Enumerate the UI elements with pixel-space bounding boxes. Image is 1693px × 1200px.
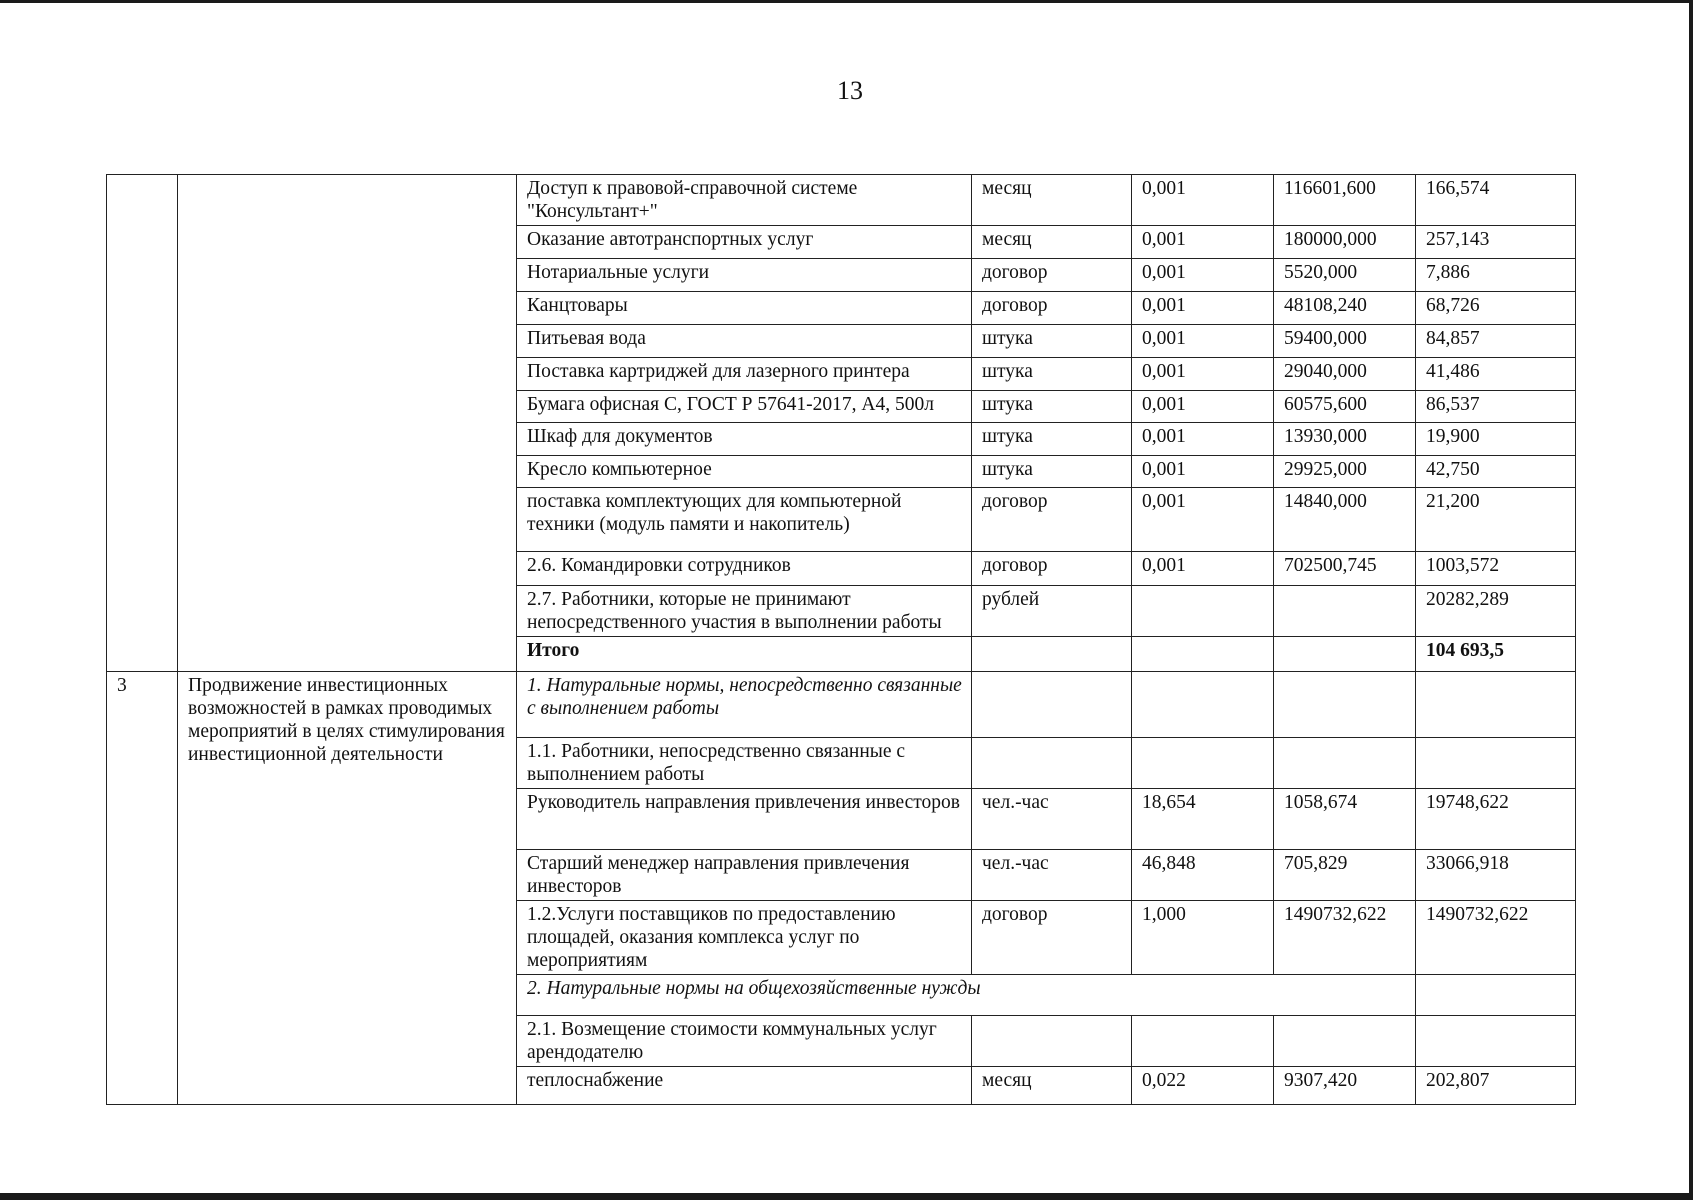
- row-qty: 0,022: [1132, 1067, 1274, 1105]
- row-unit: штука: [972, 456, 1132, 488]
- row-number-cell: [107, 175, 178, 672]
- row-price: 29040,000: [1274, 358, 1416, 391]
- row-name: Поставка картриджей для лазерного принтера: [517, 358, 972, 391]
- row-qty: 0,001: [1132, 226, 1274, 259]
- row-price: 60575,600: [1274, 391, 1416, 423]
- row-unit: месяц: [972, 226, 1132, 259]
- row-name: Шкаф для документов: [517, 423, 972, 456]
- row-unit: рублей: [972, 586, 1132, 637]
- section-heading: 2. Натуральные нормы на общехозяйственные нужды: [517, 975, 1416, 1016]
- row-price: 9307,420: [1274, 1067, 1416, 1105]
- page-number: 13: [837, 76, 863, 105]
- row-total: 68,726: [1416, 292, 1576, 325]
- row-qty: 46,848: [1132, 850, 1274, 901]
- row-unit: месяц: [972, 1067, 1132, 1105]
- row-unit: договор: [972, 488, 1132, 552]
- row-unit: договор: [972, 552, 1132, 586]
- row-qty: 1,000: [1132, 901, 1274, 975]
- row-unit: месяц: [972, 175, 1132, 226]
- row-name: Бумага офисная С, ГОСТ Р 57641-2017, А4, 500л: [517, 391, 972, 423]
- row-name: Нотариальные услуги: [517, 259, 972, 292]
- row-unit: договор: [972, 901, 1132, 975]
- row-name: Старший менеджер направления привлечения инвесторов: [517, 850, 972, 901]
- row-price: 5520,000: [1274, 259, 1416, 292]
- row-total: 86,537: [1416, 391, 1576, 423]
- row-total: 42,750: [1416, 456, 1576, 488]
- row-qty: 0,001: [1132, 292, 1274, 325]
- row-name: Оказание автотранспортных услуг: [517, 226, 972, 259]
- row-total: 257,143: [1416, 226, 1576, 259]
- row-unit: чел.-час: [972, 789, 1132, 850]
- row-name: Кресло компьютерное: [517, 456, 972, 488]
- total-label: Итого: [517, 637, 972, 672]
- row-total: 19,900: [1416, 423, 1576, 456]
- row-qty: 0,001: [1132, 175, 1274, 226]
- item-title-cell: [178, 175, 517, 672]
- section-heading: 1. Натуральные нормы, непосредственно связанные с выполнением работы: [517, 672, 972, 738]
- row-qty: 18,654: [1132, 789, 1274, 850]
- row-price: 59400,000: [1274, 325, 1416, 358]
- row-total: 202,807: [1416, 1067, 1576, 1105]
- row-price: 116601,600: [1274, 175, 1416, 226]
- scan-edge-top: [0, 0, 1693, 3]
- table-row: [107, 672, 1576, 738]
- row-name: 2.6. Командировки сотрудников: [517, 552, 972, 586]
- table-row: [107, 175, 1576, 226]
- row-price: 705,829: [1274, 850, 1416, 901]
- row-qty: 0,001: [1132, 358, 1274, 391]
- row-name: поставка комплектующих для компьютерной техники (модуль памяти и накопитель): [517, 488, 972, 552]
- row-number-cell: 3: [107, 672, 178, 1105]
- row-unit: чел.-час: [972, 850, 1132, 901]
- row-qty: 0,001: [1132, 552, 1274, 586]
- row-qty: [1132, 586, 1274, 637]
- row-price: 702500,745: [1274, 552, 1416, 586]
- row-qty: 0,001: [1132, 488, 1274, 552]
- item-title-cell: Продвижение инвестиционных возможностей в рамках проводимых мероприятий в целях стимулирования инвестиционной деятельности: [178, 672, 517, 1105]
- scan-edge-bottom: [0, 1193, 1693, 1200]
- scan-edge-right: [1689, 0, 1693, 1200]
- total-value: 104 693,5: [1416, 637, 1576, 672]
- row-total: 166,574: [1416, 175, 1576, 226]
- row-name: Доступ к правовой-справочной системе "Консультант+": [517, 175, 972, 226]
- row-qty: 0,001: [1132, 259, 1274, 292]
- row-unit: штука: [972, 325, 1132, 358]
- row-price: 13930,000: [1274, 423, 1416, 456]
- row-price: 48108,240: [1274, 292, 1416, 325]
- subsection-label: 1.1. Работники, непосредственно связанные с выполнением работы: [517, 738, 972, 789]
- row-price: 14840,000: [1274, 488, 1416, 552]
- row-total: 21,200: [1416, 488, 1576, 552]
- row-total: 7,886: [1416, 259, 1576, 292]
- row-price: [1274, 586, 1416, 637]
- row-total: 20282,289: [1416, 586, 1576, 637]
- row-qty: 0,001: [1132, 325, 1274, 358]
- row-total: 84,857: [1416, 325, 1576, 358]
- row-total: 33066,918: [1416, 850, 1576, 901]
- row-price: 29925,000: [1274, 456, 1416, 488]
- row-price: 1490732,622: [1274, 901, 1416, 975]
- row-qty: 0,001: [1132, 391, 1274, 423]
- row-unit: договор: [972, 292, 1132, 325]
- subsection-label: 2.1. Возмещение стоимости коммунальных услуг арендодателю: [517, 1016, 972, 1067]
- row-unit: штука: [972, 423, 1132, 456]
- row-name: Канцтовары: [517, 292, 972, 325]
- cost-table: [106, 174, 1576, 1105]
- row-name: 1.2.Услуги поставщиков по предоставлению площадей, оказания комплекса услуг по мероприятиям: [517, 901, 972, 975]
- row-name: 2.7. Работники, которые не принимают непосредственного участия в выполнении работы: [517, 586, 972, 637]
- row-total: 41,486: [1416, 358, 1576, 391]
- row-unit: штука: [972, 358, 1132, 391]
- row-price: 180000,000: [1274, 226, 1416, 259]
- row-name: теплоснабжение: [517, 1067, 972, 1105]
- row-name: Питьевая вода: [517, 325, 972, 358]
- row-qty: 0,001: [1132, 456, 1274, 488]
- row-total: 1003,572: [1416, 552, 1576, 586]
- row-qty: 0,001: [1132, 423, 1274, 456]
- row-unit: штука: [972, 391, 1132, 423]
- row-price: 1058,674: [1274, 789, 1416, 850]
- row-unit: договор: [972, 259, 1132, 292]
- row-total: 19748,622: [1416, 789, 1576, 850]
- row-total: 1490732,622: [1416, 901, 1576, 975]
- row-name: Руководитель направления привлечения инвесторов: [517, 789, 972, 850]
